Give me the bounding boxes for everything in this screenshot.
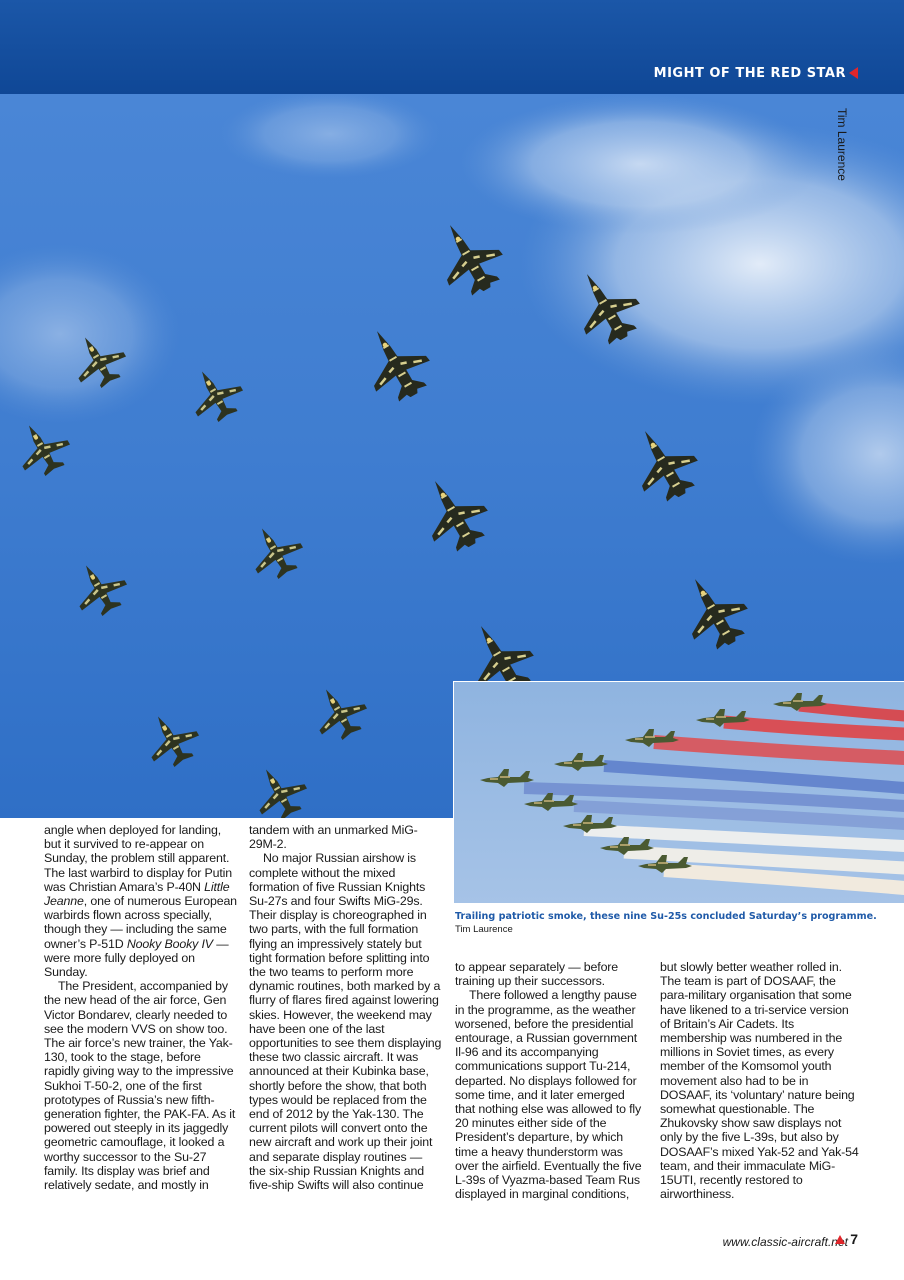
photo-credit: Tim Laurence xyxy=(835,108,849,181)
col1-paragraph-2: The President, accompanied by the new head of the air force, Gen Victor Bondarev, clearly needed to see the modern VVS on show too. The air force’s new trainer, the Yak-130, took to the stage, before rapidly giving way to the impressive Sukhoi T-50-2, one of the first prototypes of Russia’s new fifth-generation fighter, the PAK-FA. As it powered out steeply in its jaggedly geometric camouflage, it looked a worthy successor to the Su-27 family. Its display was brief and relatively sedate, and mostly in xyxy=(44,979,236,1193)
col3-paragraph-2: There followed a lengthy pause in the programme, as the weather worsened, before the presidential entourage, a Russian government Il-96 and its accompanying communications support Tu-214, departed. No displays followed for some time, and it later emerged that nothing else was allowed to fly 20 minutes either side of the President’s departure, by which time a heavy thunderstorm was over the airfield. Eventually the five L-39s of Vyazma-based Team Rus displayed in marginal conditions, xyxy=(455,988,642,1202)
col2-paragraph-1: tandem with an unmarked MiG-29M-2. xyxy=(249,823,418,852)
photo-caption xyxy=(455,910,895,936)
text-column-2 xyxy=(249,823,442,1192)
col1-p1-b: , one of numerous European warbirds flown across specially, though they — including the same owner’s P-51D xyxy=(44,894,237,951)
col1-p1-a: angle when deployed for landing, but it survived to re-appear on Sunday, the problem still apparent. The last warbird to display for Putin was Christian Amara’s P-40N xyxy=(44,823,232,894)
text-column-4 xyxy=(660,960,860,1201)
section-title: MIGHT OF THE RED STAR xyxy=(653,66,846,81)
section-arrow-icon xyxy=(849,67,858,79)
col2-paragraph-2: No major Russian airshow is complete without the mixed formation of five Russian Knights Su-27s and four Swifts MiG-29s. Their display is choreographed in two parts, with the full formation flying an impressively stately but tight formation before splitting into the two teams to perform more dynamic routines, both marked by a flurry of flares fired against lowering skies. However, the weekend may have been one of the last opportunities to see them displaying these two classic aircraft. It was announced at their Kubinka base, shortly before the show, that both types would be replaced from the end of 2012 by the Yak-130. The current pilots will convert onto the new aircraft and work up their joint and separate display routines — the six-ship Russian Knights and five-ship Swifts will also continue xyxy=(249,851,442,1193)
col1-p1-c: — were more fully deployed on Sunday. xyxy=(44,936,229,980)
aircraft-name-little-jeanne: Little Jeanne xyxy=(44,879,230,909)
page-number: 7 xyxy=(850,1231,858,1247)
text-column-1 xyxy=(44,823,239,1192)
col4-paragraph-1: but slowly better weather rolled in. The team is part of DOSAAF, the para-military organisation that some have likened to a tri-service version of Britain’s Air Cadets. Its membership was numbered in the millions in Soviet times, as every member of the Komsomol youth movement also had to be in DOSAAF, its ‘voluntary’ nature being somewhat questionable. The Zhukovsky show saw displays not only by the five L-39s, but also by DOSAAF’s mixed Yak-52 and Yak-54 team, and their immaculate MiG-15UTI, recently restored to airworthiness. xyxy=(660,960,859,1202)
col3-paragraph-1: to appear separately — before training up their successors. xyxy=(455,960,619,989)
aircraft-name-nooky-booky: Nooky Booky IV xyxy=(126,936,213,951)
page-triangle-icon xyxy=(835,1235,845,1244)
inset-photo-su25-smoke xyxy=(453,681,904,903)
footer-url: www.classic-aircraft.net xyxy=(722,1235,848,1249)
caption-text: Trailing patriotic smoke, these nine Su-25s concluded Saturday’s programme. xyxy=(455,911,877,922)
text-column-3 xyxy=(455,960,647,1201)
caption-credit: Tim Laurence xyxy=(455,924,513,935)
col1-paragraph-1 xyxy=(44,823,239,979)
